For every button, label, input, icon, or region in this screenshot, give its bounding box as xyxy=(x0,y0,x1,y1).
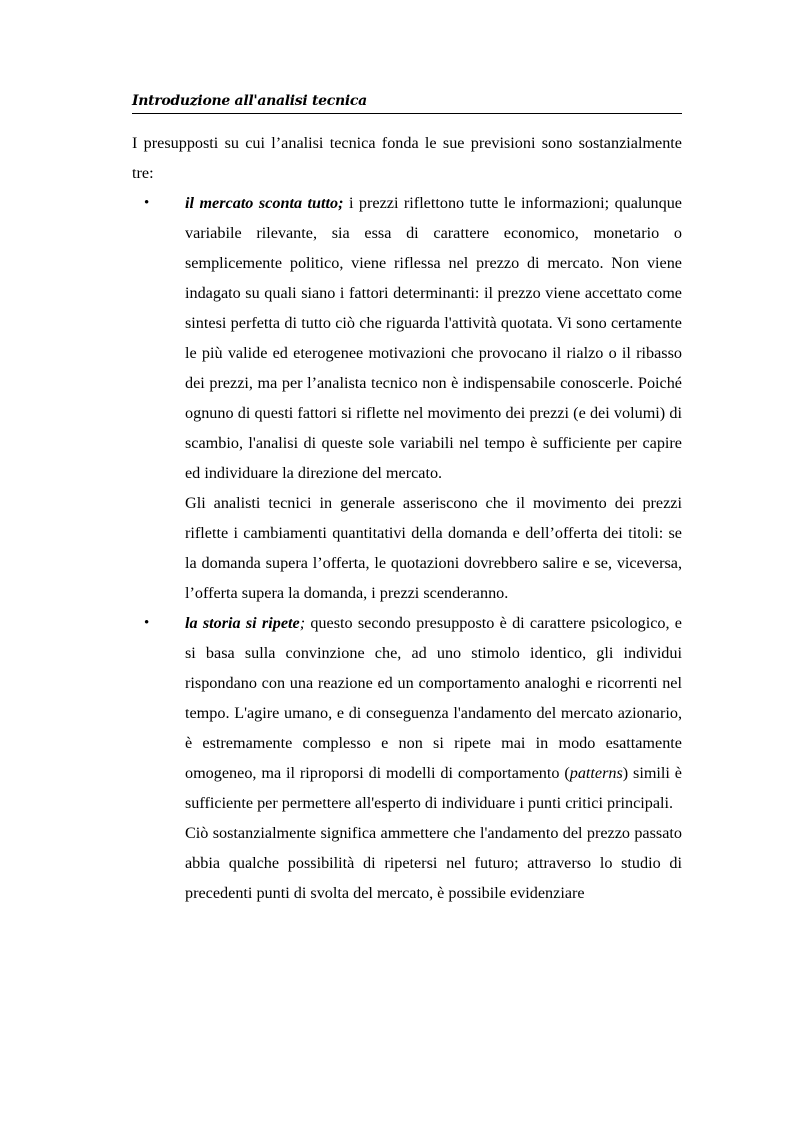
page-header: Introduzione all'analisi tecnica xyxy=(132,90,682,114)
item-2-term: la storia si ripete xyxy=(185,614,300,632)
bullet-icon: • xyxy=(144,615,150,631)
bullet-icon: • xyxy=(144,195,150,211)
item-2-term-suffix: ; xyxy=(299,614,306,632)
item-1-text: i prezzi riflettono tutte le informazioni; qualunque variabile rilevante, sia essa di carattere economico, monetario o semplicemente politico, viene riflessa nel prezzo di mercato. Non viene indagato su quali siano i fattori determinanti: il prezzo viene accettato come sintesi perfetta di tutto ciò che riguarda l'attività quotata. Vi sono certamente le più valide ed eterogenee motivazioni che provocano il rialzo o il ribasso dei prezzi, ma per l’analista tecnico non è indispensabile conoscerle. Poiché ognuno di questi fattori si riflette nel movimento dei prezzi (e dei volumi) di scambio, l'analisi di queste sole variabili nel tempo è sufficiente per capire ed individuare la direzione del mercato. xyxy=(185,194,682,482)
item-2-text-after: ) simili è sufficiente per permettere all'esperto di individuare i punti critici principali. xyxy=(185,764,682,812)
item-2-text-before: questo secondo presupposto è di carattere psicologico, e si basa sulla convinzione che, ad uno stimolo identico, gli individui rispondano con una reazione ed un comportamento analoghi e ricorrenti nel tempo. L'agire umano, e di conseguenza l'andamento del mercato azionario, è estremamente complesso e non si ripete mai in modo esattamente omogeneo, ma il riproporsi di modelli di comportamento ( xyxy=(185,614,682,782)
list-item-2 xyxy=(132,608,682,818)
item-1-term: il mercato sconta tutto; xyxy=(185,194,344,212)
intro-paragraph: I presupposti su cui l’analisi tecnica fonda le sue previsioni sono sostanzialmente tre: xyxy=(132,134,682,182)
item-2-continuation: Ciò sostanzialmente significa ammettere che l'andamento del prezzo passato abbia qualche possibilità di ripetersi nel futuro; attraverso lo studio di precedenti punti di svolta del mercato, è possibile evidenziare xyxy=(185,824,682,902)
item-1-continuation: Gli analisti tecnici in generale asseriscono che il movimento dei prezzi riflette i cambiamenti quantitativi della domanda e dell’offerta dei titoli: se la domanda supera l’offerta, le quotazioni dovrebbero salire e se, viceversa, l’offerta supera la domanda, i prezzi scenderanno. xyxy=(185,494,682,602)
document-body xyxy=(132,128,682,908)
list-item-1 xyxy=(132,188,682,488)
item-2-italic-word: patterns xyxy=(569,764,623,782)
